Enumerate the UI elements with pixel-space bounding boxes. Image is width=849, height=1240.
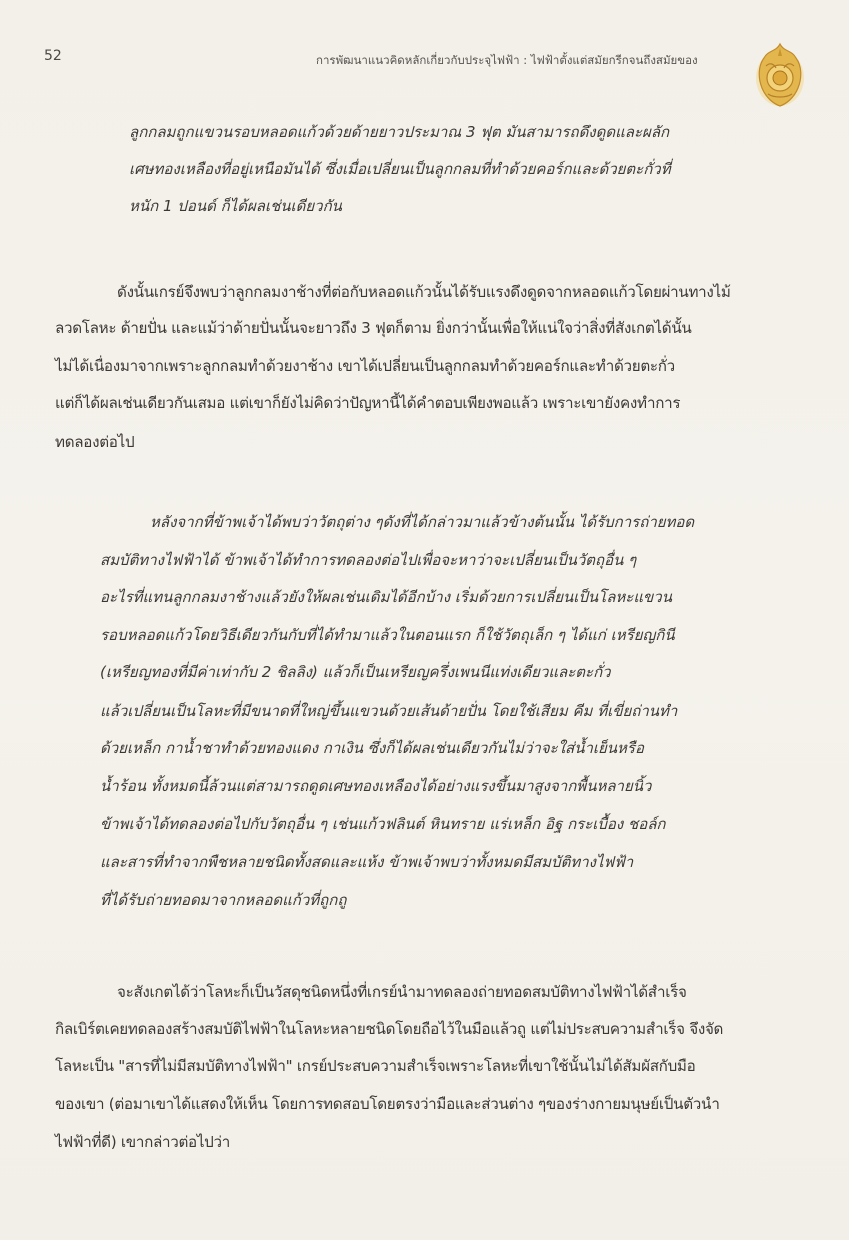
text-line: และสารที่ทำจากพืชหลายชนิดทั้งสดและแห้ง ข้าพเจ้าพบว่าทั้งหมดมีสมบัติทางไฟฟ้า (100, 853, 634, 871)
text-line: กิลเบิร์ตเคยทดลองสร้างสมบัติไฟฟ้าในโลหะหลายชนิดโดยถือไว้ในมือแล้วถู แต่ไม่ประสบความสำเร็จ จึงจัด (55, 1020, 724, 1038)
text-line: เศษทองเหลืองที่อยู่เหนือมันได้ ซึ่งเมื่อเปลี่ยนเป็นลูกกลมที่ทำด้วยคอร์กและด้วยตะกั่วที่ (129, 160, 671, 178)
text-line: หลังจากที่ข้าพเจ้าได้พบว่าวัตถุต่าง ๆดังที่ได้กล่าวมาแล้วข้างต้นนั้น ได้รับการถ่ายทอด (150, 513, 695, 531)
text-line: ข้าพเจ้าได้ทดลองต่อไปกับวัตถุอื่น ๆ เช่นแก้วฟลินต์ หินทราย แร่เหล็ก อิฐ กระเบื้อง ชอล์ก (100, 815, 666, 833)
text-line: ของเขา (ต่อมาเขาได้แสดงให้เห็น โดยการทดสอบโดยตรงว่ามือและส่วนต่าง ๆของร่างกายมนุษย์เป็นตัวนำ (55, 1095, 720, 1113)
text-line: ที่ได้รับถ่ายทอดมาจากหลอดแก้วที่ถูกถู (100, 891, 347, 909)
text-line: แล้วเปลี่ยนเป็นโลหะที่มีขนาดที่ใหญ่ขึ้นแขวนด้วยเส้นด้ายปั่น โดยใช้เสียม คีม ที่เขี่ยถ่านทำ (100, 702, 678, 720)
text-line: ดังนั้นเกรย์จึงพบว่าลูกกลมงาช้างที่ต่อกับหลอดแก้วนั้นได้รับแรงดึงดูดจากหลอดแก้วโดยผ่านทางไม้ (117, 283, 731, 301)
text-line: จะสังเกตได้ว่าโลหะก็เป็นวัสดุชนิดหนึ่งที่เกรย์นำมาทดลองถ่ายทอดสมบัติทางไฟฟ้าได้สำเร็จ (117, 983, 687, 1001)
text-line: สมบัติทางไฟฟ้าได้ ข้าพเจ้าได้ทำการทดลองต่อไปเพื่อจะหาว่าจะเปลี่ยนเป็นวัตถุอื่น ๆ (100, 551, 637, 569)
text-line: น้ำร้อน ทั้งหมดนี้ล้วนแต่สามารถดูดเศษทองเหลืองได้อย่างแรงขึ้นมาสูงจากพื้นหลายนิ้ว (100, 777, 652, 795)
page-number: 52 (44, 48, 62, 64)
text-line: หนัก 1 ปอนด์ ก็ได้ผลเช่นเดียวกัน (129, 197, 342, 215)
text-line: ทดลองต่อไป (55, 433, 135, 451)
text-line: ลูกกลมถูกแขวนรอบหลอดแก้วด้วยด้ายยาวประมาณ 3 ฟุต มันสามารถดึงดูดและผลัก (129, 123, 670, 141)
text-line: ไม่ได้เนื่องมาจากเพราะลูกกลมทำด้วยงาช้าง เขาได้เปลี่ยนเป็นลูกกลมทำด้วยคอร์กและทำด้วยตะกั่ว (55, 357, 675, 375)
text-line: รอบหลอดแก้วโดยวิธีเดียวกันกับที่ได้ทำมาแล้วในตอนแรก ก็ใช้วัตถุเล็ก ๆ ได้แก่ เหรียญกินี (100, 626, 675, 644)
text-line: อะไรที่แทนลูกกลมงาช้างแล้วยังให้ผลเช่นเดิมได้อีกบ้าง เริ่มด้วยการเปลี่ยนเป็นโลหะแขวน (100, 588, 672, 606)
text-line: โลหะเป็น "สารที่ไม่มีสมบัติทางไฟฟ้า" เกรย์ประสบความสำเร็จเพราะโลหะที่เขาใช้นั้นไม่ได้สัมผัสกับมือ (55, 1057, 696, 1075)
institution-seal-icon (752, 38, 808, 110)
text-line: (เหรียญทองที่มีค่าเท่ากับ 2 ชิลลิง) แล้วก็เป็นเหรียญครึ่งเพนนีแท่งเดียวและตะกั่ว (100, 663, 611, 681)
text-line: แต่ก็ได้ผลเช่นเดียวกันเสมอ แต่เขาก็ยังไม่คิดว่าปัญหานี้ได้คำตอบเพียงพอแล้ว เพราะเขายังคงทำการ (55, 394, 681, 412)
text-line: ลวดโลหะ ด้ายปั่น และแม้ว่าด้ายปั่นนั้นจะยาวถึง 3 ฟุตก็ตาม ยิ่งกว่านั้นเพื่อให้แน่ใจว่าสิ่งที่สังเกตได้นั้น (55, 319, 692, 337)
text-line: ไฟฟ้าที่ดี) เขากล่าวต่อไปว่า (55, 1133, 230, 1151)
text-line: ด้วยเหล็ก กาน้ำชาทำด้วยทองแดง กาเงิน ซึ่งก็ได้ผลเช่นเดียวกันไม่ว่าจะใส่น้ำเย็นหรือ (100, 739, 644, 757)
running-header: การพัฒนาแนวคิดหลักเกี่ยวกับประจุไฟฟ้า : ไฟฟ้าตั้งแต่สมัยกรีกจนถึงสมัยของ (316, 53, 698, 67)
